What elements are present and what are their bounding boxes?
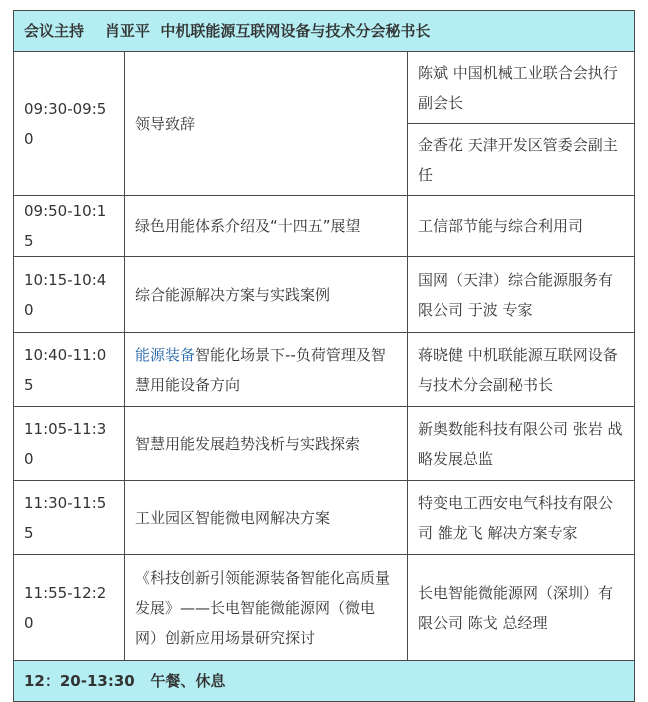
table-row [14, 52, 635, 124]
speaker-cell: 工信部节能与综合利用司 [408, 196, 635, 257]
energy-equipment-link[interactable]: 能源装备 [135, 345, 196, 364]
table-row [14, 555, 635, 661]
time-cell: 10:15-10:40 [14, 257, 125, 333]
host-cell [14, 11, 635, 52]
speaker-cell: 国网（天津）综合能源服务有限公司 于波 专家 [408, 257, 635, 333]
topic-cell [125, 333, 408, 407]
time-cell: 11:55-12:20 [14, 555, 125, 661]
speaker-cell: 特变电工西安电气科技有限公司 雒龙飞 解决方案专家 [408, 481, 635, 555]
speaker-cell: 新奥数能科技有限公司 张岩 战略发展总监 [408, 407, 635, 481]
topic-cell: 综合能源解决方案与实践案例 [125, 257, 408, 333]
table-row [14, 196, 635, 257]
topic-cell: 《科技创新引领能源装备智能化高质量发展》——长电智能微能源网（微电网）创新应用场景研究探讨 [125, 555, 408, 661]
host-label: 会议主持 [24, 22, 85, 40]
lunch-row [14, 661, 635, 702]
time-cell: 09:30-09:50 [14, 52, 125, 196]
host-row [14, 11, 635, 52]
speaker-cell: 蒋晓健 中机联能源互联网设备与技术分会副秘书长 [408, 333, 635, 407]
host-name: 肖亚平 中机联能源互联网设备与技术分会秘书长 [104, 22, 431, 40]
lunch-cell [14, 661, 635, 702]
topic-cell: 智慧用能发展趋势浅析与实践探索 [125, 407, 408, 481]
lunch-label: 午餐、休息 [150, 672, 226, 690]
time-cell: 11:05-11:30 [14, 407, 125, 481]
lunch-time: 12：20-13:30 [24, 672, 135, 690]
table-row [14, 257, 635, 333]
table-row [14, 333, 635, 407]
table-row [14, 481, 635, 555]
speaker-cell: 陈斌 中国机械工业联合会执行副会长 [408, 52, 635, 124]
time-cell: 09:50-10:15 [14, 196, 125, 257]
time-cell: 11:30-11:55 [14, 481, 125, 555]
speaker-cell: 金香花 天津开发区管委会副主任 [408, 124, 635, 196]
topic-cell: 绿色用能体系介绍及“十四五”展望 [125, 196, 408, 257]
time-cell: 10:40-11:05 [14, 333, 125, 407]
topic-cell: 工业园区智能微电网解决方案 [125, 481, 408, 555]
table-row [14, 407, 635, 481]
agenda-table [13, 10, 635, 702]
topic-cell: 领导致辞 [125, 52, 408, 196]
speaker-cell: 长电智能微能源网（深圳）有限公司 陈戈 总经理 [408, 555, 635, 661]
topic-text: 智能化场景下--负荷管理及智慧用能设备方向 [135, 345, 386, 394]
